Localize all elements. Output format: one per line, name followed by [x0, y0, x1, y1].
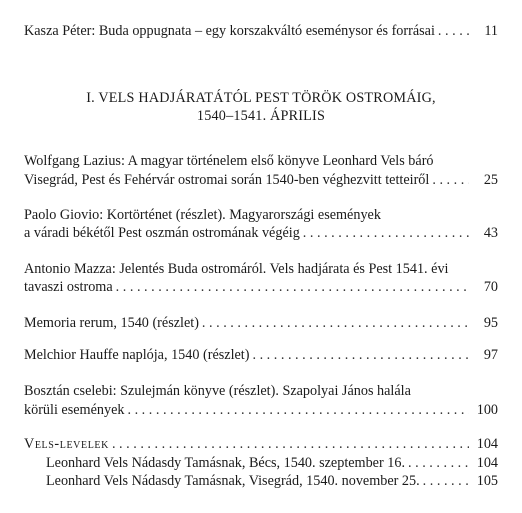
toc-entry-vels-levelek[interactable] — [24, 435, 498, 453]
dot-leader — [127, 401, 469, 419]
entry-title: Memoria rerum, 1540 (részlet) — [24, 315, 199, 331]
toc-entry-lazius-line2[interactable] — [24, 171, 498, 189]
entry-title: Leonhard Vels Nádasdy Tamásnak, Bécs, 1540. szeptember 16. — [46, 455, 405, 471]
dot-leader — [303, 224, 469, 242]
toc-entry-hauffe[interactable] — [24, 346, 498, 364]
toc-entry-giovio-line2[interactable] — [24, 224, 498, 242]
page-number: 43 — [483, 225, 498, 241]
toc-entry-kasza[interactable] — [24, 22, 498, 40]
section-title-line2: 1540–1541. ÁPRILIS — [196, 108, 326, 124]
toc-entry-letter-2[interactable] — [46, 472, 498, 490]
dot-leader — [252, 346, 469, 364]
entry-title: Visegrád, Pest és Fehérvár ostromai során 1540-ben véghezvitt tetteiről — [24, 172, 430, 188]
dot-leader — [423, 472, 469, 490]
page-number: 25 — [483, 172, 498, 188]
dot-leader — [112, 435, 469, 453]
dot-leader — [116, 278, 469, 296]
toc-entry-mazza-line1[interactable]: Antonio Mazza: Jelentés Buda ostromáról. Vels hadjárata és Pest 1541. évi — [24, 261, 449, 277]
entry-title: Melchior Hauffe naplója, 1540 (részlet) — [24, 347, 250, 363]
page-number: 105 — [476, 473, 498, 489]
toc-entry-bosztan-line2[interactable] — [24, 401, 498, 419]
page-number: 11 — [484, 23, 498, 39]
entry-title: tavaszi ostroma — [24, 279, 113, 295]
entry-title: Vels-levelek — [24, 436, 109, 452]
dot-leader — [432, 171, 469, 189]
entry-title: Kasza Péter: Buda oppugnata – egy korszakváltó eseménysor és forrásai — [24, 23, 435, 39]
dot-leader — [438, 22, 469, 40]
page-number: 104 — [476, 455, 498, 471]
page-number: 97 — [483, 347, 498, 363]
entry-title: Leonhard Vels Nádasdy Tamásnak, Visegrád, 1540. november 25. — [46, 473, 420, 489]
toc-entry-mazza-line2[interactable] — [24, 278, 498, 296]
toc-entry-bosztan-line1[interactable]: Bosztán cselebi: Szulejmán könyve (részlet). Szapolyai János halála — [24, 383, 411, 399]
toc-entry-letter-1[interactable] — [46, 454, 498, 472]
page-number: 70 — [483, 279, 498, 295]
toc-entry-memoria[interactable] — [24, 314, 498, 332]
toc-entry-giovio-line1[interactable]: Paolo Giovio: Kortörténet (részlet). Magyarországi események — [24, 207, 381, 223]
dot-leader — [408, 454, 469, 472]
entry-title: körüli események — [24, 402, 125, 418]
dot-leader — [202, 314, 469, 332]
toc-entry-lazius-line1[interactable]: Wolfgang Lazius: A magyar történelem első könyve Leonhard Vels báró — [24, 153, 434, 169]
page-number: 104 — [476, 436, 498, 452]
entry-title: a váradi békétől Pest oszmán ostromának végéig — [24, 225, 300, 241]
page-number: 95 — [483, 315, 498, 331]
page-number: 100 — [476, 402, 498, 418]
section-title-line1: I. VELS HADJÁRATÁTÓL PEST TÖRÖK OSTROMÁIG, — [86, 90, 436, 106]
